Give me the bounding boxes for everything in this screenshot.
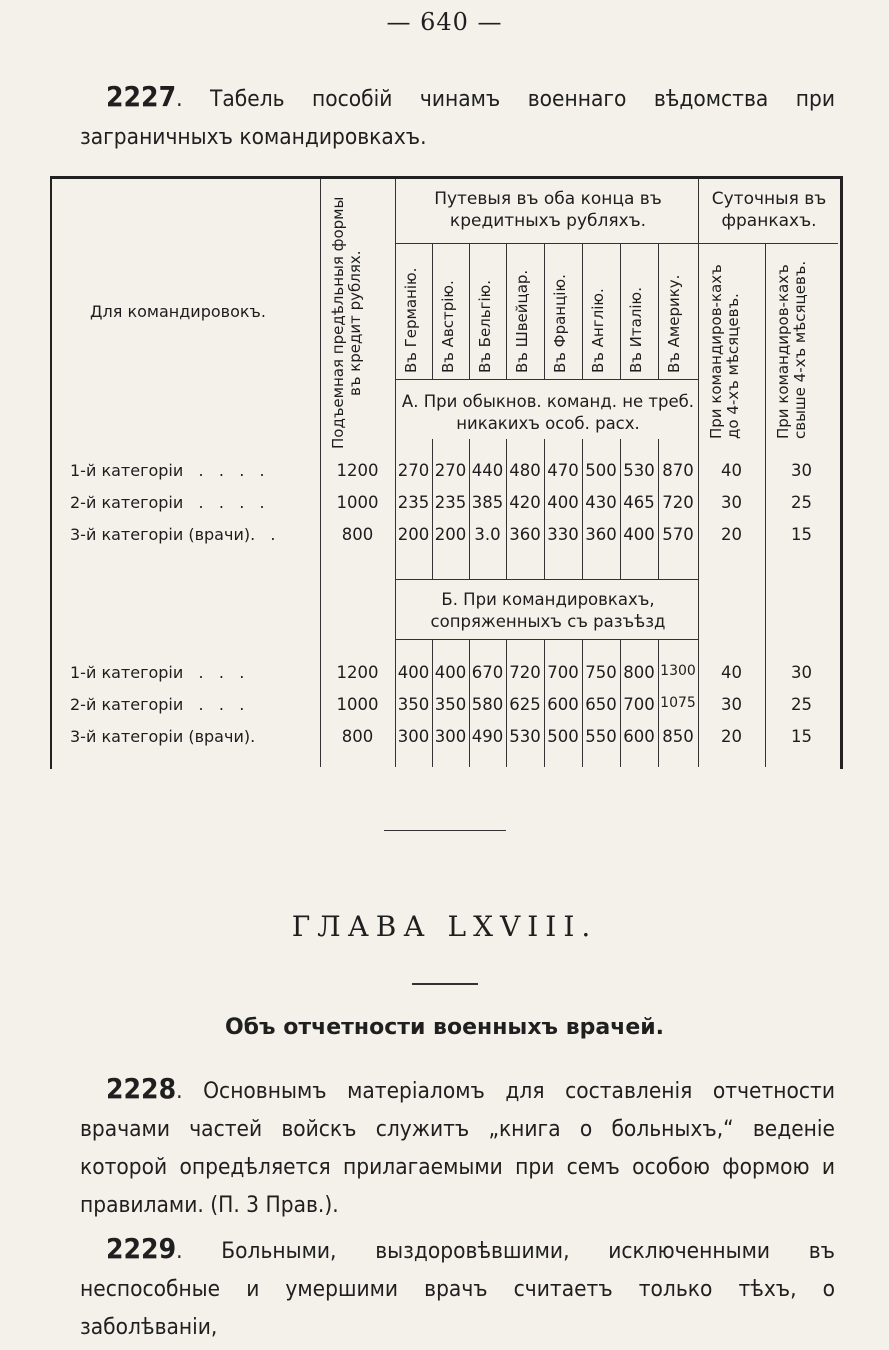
- travel-value: 580: [471, 695, 504, 714]
- country-header: Въ Италію.: [627, 287, 645, 373]
- paragraph-2228: [80, 1070, 835, 1224]
- lift-value: 1000: [336, 695, 379, 714]
- travel-value: 400: [547, 493, 579, 512]
- daily-value: 40: [721, 663, 742, 682]
- daily-value: 30: [721, 493, 742, 512]
- daily-value: 15: [791, 525, 812, 544]
- allowance-table: [50, 176, 843, 769]
- daily-value: 25: [791, 493, 812, 512]
- travel-value: 750: [585, 663, 617, 682]
- travel-value: 360: [509, 525, 541, 544]
- travel-value: 465: [623, 493, 655, 512]
- country-header: Въ Германію.: [402, 267, 420, 373]
- daily-header: Суточныя въ франкахъ.: [711, 189, 827, 231]
- travel-value: 625: [509, 695, 541, 714]
- travel-value: 490: [471, 727, 504, 746]
- chapter-heading: ГЛАВА LXVIII.: [291, 910, 598, 943]
- travel-value: 650: [585, 695, 617, 714]
- lift-value: 1200: [336, 663, 379, 682]
- daily-value: 20: [721, 525, 742, 544]
- travel-value: 500: [585, 461, 617, 480]
- country-header: Въ Швейцар.: [513, 269, 531, 373]
- travel-value: 400: [434, 663, 467, 682]
- daily-value: 30: [791, 461, 812, 480]
- travel-value: 400: [623, 525, 655, 544]
- travel-value: 430: [585, 493, 617, 512]
- travel-value: 360: [585, 525, 617, 544]
- column-divider: [506, 243, 507, 379]
- travel-value: 530: [623, 461, 655, 480]
- lift-value: 1200: [336, 461, 379, 480]
- row-label: 3-й категоріи (врачи). .: [70, 525, 276, 544]
- column-divider: [658, 243, 659, 379]
- travel-value: 700: [623, 695, 655, 714]
- travel-value: 600: [547, 695, 579, 714]
- lift-value: 1000: [336, 493, 379, 512]
- travel-value: 550: [585, 727, 617, 746]
- travel-value: 330: [547, 525, 579, 544]
- column-divider: [432, 243, 433, 379]
- travel-value: 720: [509, 663, 541, 682]
- section-a-heading: А. При обыкнов. команд. не треб. никакихъ особ. расх.: [401, 392, 695, 433]
- travel-value: 300: [434, 727, 467, 746]
- travel-value: 1300: [660, 663, 696, 679]
- travel-value: 470: [547, 461, 579, 480]
- row-label: 1-й категоріи . . .: [70, 663, 245, 682]
- travel-header: Путевыя въ оба конца въ кредитныхъ рубляхъ.: [434, 189, 662, 231]
- travel-value: 440: [471, 461, 504, 480]
- paragraph-2229: [80, 1230, 835, 1346]
- separator-rule: [384, 830, 506, 831]
- column-divider: [582, 243, 583, 379]
- row-label: 2-й категоріи . . . .: [70, 493, 265, 512]
- travel-value: 850: [662, 727, 694, 746]
- travel-value: 570: [662, 525, 694, 544]
- chapter-rule: [412, 983, 478, 985]
- daily-value: 15: [791, 727, 812, 746]
- section-b-heading: Б. При командировкахъ, сопряженныхъ съ разъѣзд: [430, 590, 666, 631]
- travel-value: 400: [397, 663, 430, 682]
- travel-value: 500: [547, 727, 579, 746]
- travel-value: 385: [471, 493, 504, 512]
- daily-value: 25: [791, 695, 812, 714]
- travel-value: 800: [623, 663, 655, 682]
- paragraph-number: 2227: [106, 80, 177, 113]
- country-header: Въ Бельгію.: [476, 279, 494, 373]
- paragraph-text: . Больными, выздоровѣвшими, исключенными въ неспособные и умершими врачъ считаетъ только тѣхъ, о заболѣваніи,: [80, 1238, 835, 1340]
- travel-value: 350: [397, 695, 430, 714]
- travel-value: 670: [471, 663, 504, 682]
- page-number: — 640 —: [386, 8, 503, 36]
- travel-value: 3.0: [474, 525, 501, 544]
- row-label: 3-й категоріи (врачи).: [70, 727, 256, 746]
- daily-value: 20: [721, 727, 742, 746]
- travel-value: 1075: [660, 695, 696, 711]
- country-header: Въ Францію.: [551, 274, 569, 373]
- travel-value: 870: [662, 461, 694, 480]
- travel-value: 350: [434, 695, 467, 714]
- paragraph-number: 2229: [106, 1232, 177, 1265]
- daily-col-header: При командиров-кахъ свыше 4-хъ мѣсяцевъ.: [774, 260, 809, 439]
- travel-value: 235: [434, 493, 467, 512]
- paragraph-number: 2228: [106, 1072, 177, 1105]
- lift-header: Подъемная предѣльныя формы въ кредит рублях.: [329, 196, 364, 450]
- country-header: Въ Англію.: [589, 288, 607, 373]
- travel-value: 480: [509, 461, 541, 480]
- column-divider: [544, 243, 545, 379]
- travel-value: 700: [547, 663, 579, 682]
- travel-value: 200: [397, 525, 430, 544]
- country-header: Въ Америку.: [665, 274, 683, 373]
- column-divider: [469, 243, 470, 379]
- stub-header: Для командировокъ.: [90, 302, 266, 321]
- row-label: 1-й категоріи . . . .: [70, 461, 265, 480]
- lift-value: 800: [341, 727, 374, 746]
- travel-value: 235: [397, 493, 430, 512]
- paragraph-2227: [80, 78, 835, 156]
- travel-value: 720: [662, 493, 694, 512]
- travel-value: 530: [509, 727, 541, 746]
- paragraph-text: . Основнымъ матеріаломъ для составленія отчетности врачами частей войскъ служитъ „книга о больныхъ,“ веденіе которой опредѣляется прилагаемыми при семъ особою формою и правилами. (П. 3 Прав.).: [80, 1078, 835, 1218]
- travel-value: 270: [434, 461, 467, 480]
- lift-value: 800: [341, 525, 374, 544]
- section-title: Объ отчетности военныхъ врачей.: [224, 1015, 665, 1040]
- column-divider: [620, 243, 621, 379]
- daily-value: 40: [721, 461, 742, 480]
- daily-value: 30: [791, 663, 812, 682]
- travel-value: 200: [434, 525, 467, 544]
- travel-value: 300: [397, 727, 430, 746]
- paragraph-text: . Табель пособій чинамъ военнаго вѣдомства при заграничныхъ командировкахъ.: [80, 86, 835, 150]
- daily-col-header: При командиров-кахъ до 4-хъ мѣсяцевъ.: [707, 264, 742, 439]
- travel-value: 600: [623, 727, 655, 746]
- travel-value: 270: [397, 461, 430, 480]
- country-header: Въ Австрію.: [439, 280, 457, 373]
- row-label: 2-й категоріи . . .: [70, 695, 245, 714]
- travel-value: 420: [509, 493, 541, 512]
- daily-value: 30: [721, 695, 742, 714]
